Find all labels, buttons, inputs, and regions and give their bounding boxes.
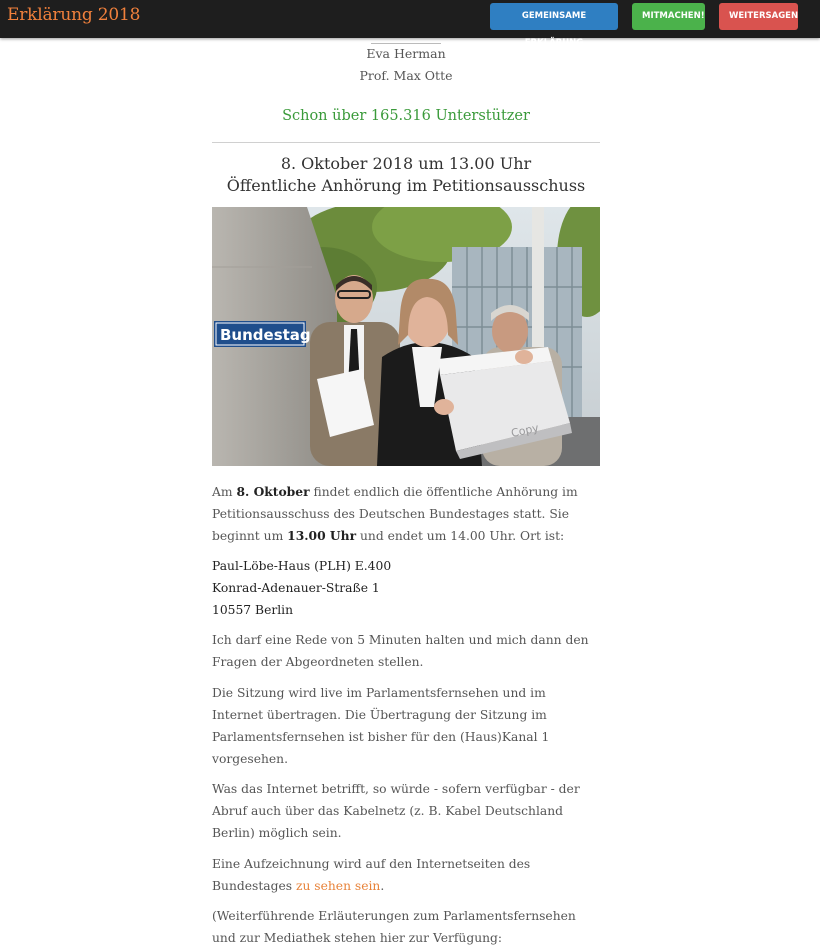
live-paragraph: Die Sitzung wird live im Parlamentsfernsehen und im Internet übertragen. Die Übertragung der Sitzung im Parlamentsfernsehen ist bisher für den (Haus)Kanal 1 vorgesehen. (212, 686, 550, 766)
gemeinsame-erklaerung-button[interactable]: GEMEINSAME ERKLÄRUNG (490, 3, 618, 30)
article-content (212, 38, 600, 949)
time-highlight: 13.00 Uhr (287, 528, 357, 543)
sign-text: Bundestag (220, 326, 311, 344)
event-date: 8. Oktober 2018 um 13.00 Uhr (280, 154, 532, 173)
signatory-list (212, 43, 600, 87)
intro-paragraph (212, 481, 600, 547)
box-label: Copy (509, 421, 540, 440)
recording-link[interactable]: zu sehen sein (295, 879, 381, 893)
date-highlight: 8. Oktober (236, 484, 310, 499)
text-fragment: und endet um 14.00 Uhr. Ort ist: (356, 529, 565, 543)
event-title: Öffentliche Anhörung im Petitionsausschuss (226, 176, 586, 195)
recording-paragraph (212, 853, 600, 897)
supporter-count: Schon über 165.316 Unterstützer (282, 108, 530, 124)
internet-paragraph: Was das Internet betrifft, so würde - sofern verfügbar - der Abruf auch über das Kabelnetz (z. B. Kabel Deutschland Berlin) möglich sein. (212, 782, 580, 840)
photo-illustration (212, 207, 600, 466)
cut-off-text (371, 43, 441, 44)
text-fragment: . (380, 879, 385, 893)
more-info-paragraph: (Weiterführende Erläuterungen zum Parlamentsfernsehen und zur Mediathek stehen hier zur Verfügung: (212, 909, 576, 945)
address-line: Konrad-Adenauer-Straße 1 (212, 581, 380, 595)
mitmachen-button[interactable]: MITMACHEN! (632, 3, 705, 30)
top-navbar (0, 0, 820, 48)
signatory-name: Prof. Max Otte (359, 68, 453, 83)
text-fragment: Am (212, 485, 237, 499)
event-heading (212, 153, 600, 197)
address-line: 10557 Berlin (212, 603, 294, 617)
signatory-name: Eva Herman (366, 46, 446, 61)
site-brand[interactable]: Erklärung 2018 (7, 5, 141, 25)
weitersagen-button[interactable]: WEITERSAGEN (719, 3, 798, 30)
venue-address (212, 555, 600, 621)
text-fragment: findet endlich die öffentliche Anhörung im Petitionsausschuss des Deutschen Bundestages statt. Sie beginnt um (212, 485, 578, 543)
speech-paragraph: Ich darf eine Rede von 5 Minuten halten und mich dann den Fragen der Abgeordneten stellen. (212, 633, 589, 669)
event-photo (212, 207, 600, 466)
text-fragment: Eine Aufzeichnung wird auf den Internetseiten des Bundestages (212, 857, 531, 893)
address-line: Paul-Löbe-Haus (PLH) E.400 (212, 559, 392, 573)
divider (212, 142, 600, 143)
